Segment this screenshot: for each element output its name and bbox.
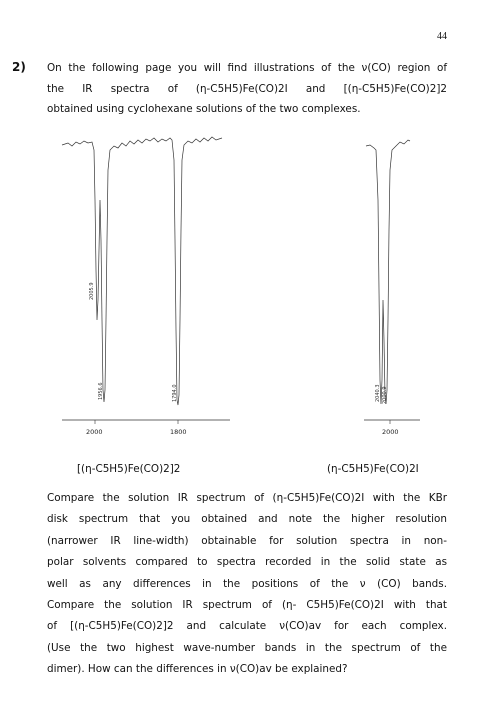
left-tick-label-1800: 1800 <box>170 428 187 436</box>
intro-line-1: On the following page you will find illustrations of the ν(CO) region of <box>47 62 447 74</box>
left-spectrum-caption: [(η-C5H5)Fe(CO)2]2 <box>77 463 181 475</box>
body-line-2: disk spectrum that you obtained and note the higher resolution <box>47 513 447 526</box>
body-line-9: dimer). How can the differences in ν(CO)av be explained? <box>47 663 348 676</box>
body-line-8: (Use the two highest wave-number bands in the spectrum of the <box>47 641 447 654</box>
body-line-3: (narrower IR line-width) obtainable for solution spectra in non- <box>47 534 447 547</box>
body-line-4: polar solvents compared to spectra recorded in the solid state as <box>47 556 447 569</box>
right-spectrum-trace <box>366 140 410 404</box>
intro-line-3: obtained using cyclohexane solutions of the two complexes. <box>47 103 361 115</box>
page-number: 44 <box>437 31 447 42</box>
right-spectrum-caption: (η-C5H5)Fe(CO)2I <box>327 463 419 475</box>
body-line-6: Compare the solution IR spectrum of (η- C5H5)Fe(CO)2I with that <box>47 599 447 612</box>
right-spectrum <box>364 140 420 436</box>
question-body <box>47 488 447 681</box>
left-peak-label-2005: 2005.9 <box>89 282 95 300</box>
right-tick-label-2000: 2000 <box>382 428 399 436</box>
left-spectrum <box>62 137 230 436</box>
left-spectrum-trace <box>62 137 222 405</box>
left-tick-label-2000: 2000 <box>86 428 103 436</box>
right-peak-label-2000: 2000.9 <box>382 386 388 404</box>
intro-line-2: the IR spectra of (η-C5H5)Fe(CO)2I and [(η-C5H5)Fe(CO)2]2 <box>47 82 447 95</box>
body-line-7: of [(η-C5H5)Fe(CO)2]2 and calculate ν(CO)av for each complex. <box>47 620 447 633</box>
body-line-5: well as any differences in the positions of the ν (CO) bands. <box>47 577 447 590</box>
question-number: 2) <box>12 60 26 74</box>
left-peak-label-1956: 1956.6 <box>98 382 104 400</box>
right-peak-label-2040: 2040.3 <box>375 384 381 402</box>
left-peak-label-1794: 1794.0 <box>172 384 178 402</box>
body-line-1: Compare the solution IR spectrum of (η-C5H5)Fe(CO)2I with the KBr <box>47 492 447 504</box>
